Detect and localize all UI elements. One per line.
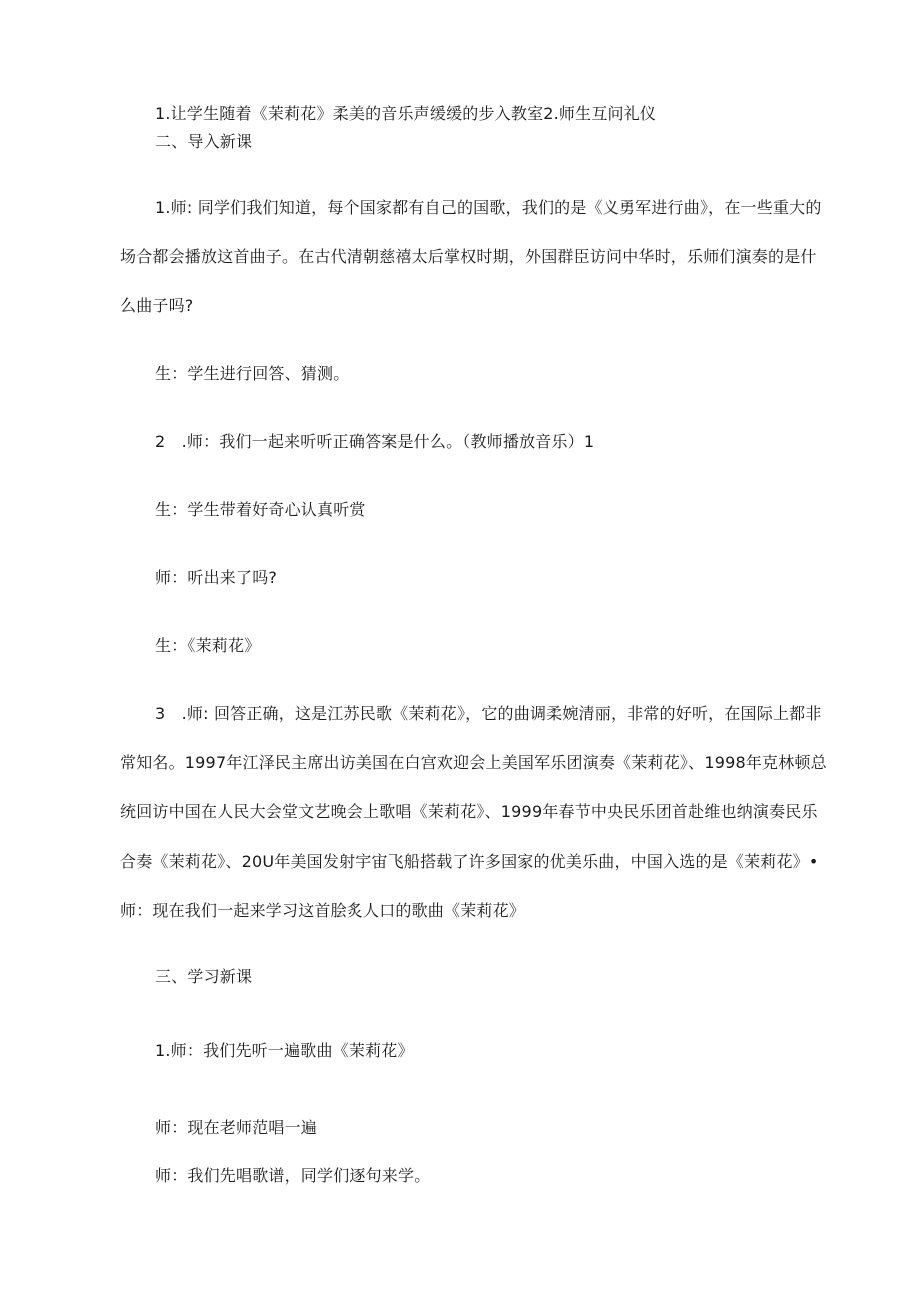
- text-line: 生：学生带着好奇心认真听赏: [155, 500, 366, 519]
- text-line: 1.师：我们先听一遍歌曲《茉莉花》: [155, 1041, 414, 1060]
- text-line: 生：学生进行回答、猜测。: [155, 364, 350, 383]
- text-line: 师：我们先唱歌谱，同学们逐句来学。: [155, 1166, 431, 1185]
- section-heading: 三、学习新课: [155, 967, 253, 986]
- text-line: 常知名。1997年江泽民主席出访美国在白宫欢迎会上美国军乐团演奏《茉莉花》、1998年克林顿总: [120, 753, 827, 772]
- text-line: 3 .师: 回答正确，这是江苏民歌《茉莉花》，它的曲调柔婉清丽，非常的好听，在国际上都非: [155, 704, 822, 723]
- section-heading: 二、导入新课: [155, 132, 253, 151]
- text-line: 么曲子吗?: [120, 296, 194, 315]
- text-line: 师：听出来了吗?: [155, 568, 278, 587]
- text-line: 1.师: 同学们我们知道，每个国家都有自己的国歌，我们的是《义勇军进行曲》，在一些重大的: [155, 198, 822, 217]
- text-line: 统回访中国在人民大会堂文艺晚会上歌唱《茉莉花》、1999年春节中央民乐团首赴维也纳演奏民乐: [120, 802, 818, 821]
- text-line: 师：现在老师范唱一遍: [155, 1118, 318, 1137]
- text-line: 2 .师：我们一起来听听正确答案是什么。（教师播放音乐）1: [155, 432, 595, 451]
- text-line: 师：现在我们一起来学习这首脍炙人口的歌曲《茉莉花》: [120, 901, 526, 920]
- text-line: 1.让学生随着《茉莉花》柔美的音乐声缓缓的步入教室2.师生互问礼仪: [155, 104, 657, 123]
- text-line: 场合都会播放这首曲子。在古代清朝慈禧太后掌权时期，外国群臣访问中华时，乐师们演奏的是什: [120, 247, 817, 266]
- text-line: 生：《茉莉花》: [155, 636, 261, 655]
- text-line: 合奏《茉莉花》、20U年美国发射宇宙飞船搭载了许多国家的优美乐曲，中国入选的是《茉莉花》•: [120, 852, 819, 871]
